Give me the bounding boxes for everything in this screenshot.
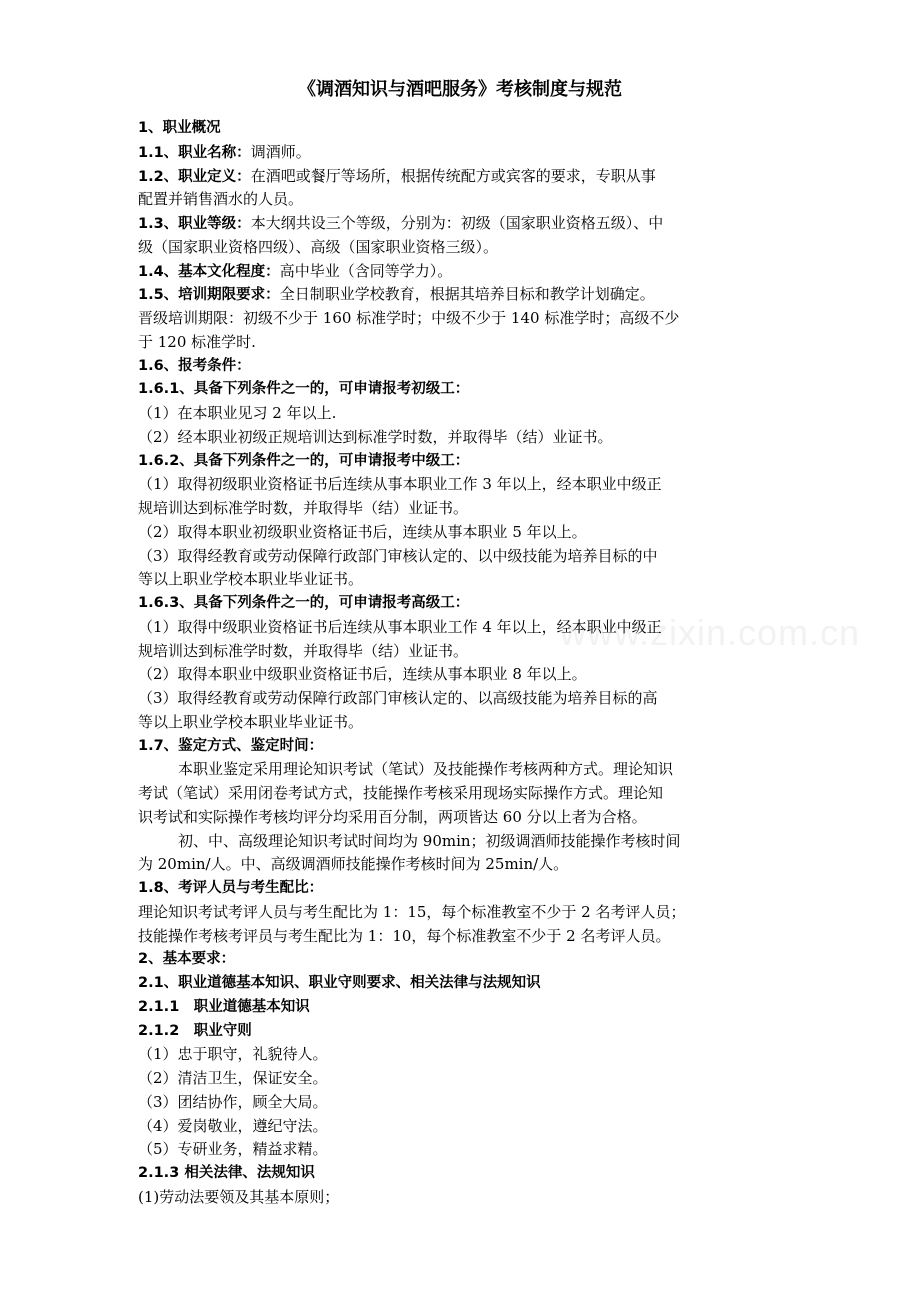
paragraph-line — [138, 188, 786, 212]
paragraph-line — [138, 925, 786, 949]
line-text: 在酒吧或餐厅等场所，根据传统配方或宾客的要求，专职从事 — [250, 166, 656, 185]
line-text: 2.1.1 职业道德基本知识 — [138, 998, 310, 1015]
line-text: 等以上职业学校本职业毕业证书。 — [138, 570, 364, 589]
field-label: 1.1、职业名称： — [138, 144, 251, 161]
line-text: 技能操作考核考评员与考生配比为 1：10，每个标准教室不少于 2 名考评人员。 — [138, 926, 671, 945]
paragraph-line — [138, 1067, 786, 1091]
line-text: （5）专研业务，精益求精。 — [138, 1140, 328, 1159]
section-heading — [138, 378, 786, 402]
line-text: 2.1.2 职业守则 — [138, 1022, 252, 1039]
line-text: （2）取得本职业初级职业资格证书后，连续从事本职业 5 年以上。 — [138, 522, 587, 541]
paragraph-line — [138, 521, 786, 545]
line-text: 本职业鉴定采用理论知识考试（笔试）及技能操作考核两种方式。理论知识 — [178, 760, 674, 779]
line-text: （1）在本职业见习 2 年以上. — [138, 404, 337, 422]
line-text: 识考试和实际操作考核均评分均采用百分制，两项皆达 60 分以上者为合格。 — [138, 807, 647, 826]
paragraph-line — [138, 165, 786, 189]
section-heading — [138, 948, 786, 972]
line-text: 2.1、职业道德基本知识、职业守则要求、相关法律与法规知识 — [138, 975, 541, 991]
paragraph-line — [138, 307, 786, 331]
section-heading — [138, 592, 786, 616]
paragraph-line — [138, 1138, 786, 1162]
paragraph-line — [138, 426, 786, 450]
paragraph-line — [138, 1043, 786, 1067]
line-text: 1.6.2、具备下列条件之一的，可申请报考中级工： — [138, 452, 470, 469]
section-heading — [138, 972, 786, 996]
line-text: 1、职业概况 — [138, 120, 221, 136]
line-text: 晋级培训期限：初级不少于 160 标准学时；中级不少于 140 标准学时；高级不少 — [138, 309, 680, 327]
field-label: 1.4、基本文化程度： — [138, 263, 280, 280]
line-text: （2）取得本职业中级职业资格证书后，连续从事本职业 8 年以上。 — [138, 665, 587, 684]
paragraph-line — [138, 331, 786, 355]
line-text: 级（国家职业资格四级）、高级（国家职业资格三级）。 — [138, 237, 499, 256]
paragraph-line — [138, 283, 786, 307]
paragraph-line — [138, 830, 786, 854]
document-title: 《调酒知识与酒吧服务》考核制度与规范 — [298, 79, 622, 100]
line-text: 1.6、报考条件： — [138, 357, 251, 374]
paragraph-line — [138, 260, 786, 284]
paragraph-line — [138, 687, 786, 711]
line-text: 1.6.1、具备下列条件之一的，可申请报考初级工： — [138, 381, 470, 398]
paragraph-line — [138, 545, 786, 569]
line-text: （1）取得初级职业资格证书后连续从事本职业工作 3 年以上，经本职业中级正 — [138, 475, 662, 494]
line-text: 等以上职业学校本职业毕业证书。 — [138, 712, 364, 731]
paragraph-line — [138, 806, 786, 830]
section-heading — [138, 355, 786, 379]
line-text: （3）取得经教育或劳动保障行政部门审核认定的、以高级技能为培养目标的高 — [138, 689, 658, 707]
watermark: www.zixin.com.cn — [560, 612, 861, 653]
line-text: 1.6.3、具备下列条件之一的，可申请报考高级工： — [138, 595, 470, 611]
paragraph-line — [138, 853, 786, 877]
paragraph-line — [138, 473, 786, 497]
paragraph-line — [138, 497, 786, 521]
field-label: 1.5、培训期限要求： — [138, 287, 280, 304]
line-text: 配置并销售酒水的人员。 — [138, 190, 304, 209]
line-text: 全日制职业学校教育，根据其培养目标和教学计划确定。 — [279, 285, 655, 304]
line-text: 调酒师。 — [250, 142, 311, 161]
paragraph-line — [138, 568, 786, 592]
line-text: （4）爱岗敬业，遵纪守法。 — [138, 1116, 328, 1135]
line-text: （1）取得中级职业资格证书后连续从事本职业工作 4 年以上，经本职业中级正 — [138, 617, 662, 636]
line-text: 规培训达到标准学时数，并取得毕（结）业证书。 — [138, 499, 469, 517]
line-text: (1)劳动法要领及其基本原则； — [138, 1187, 340, 1206]
section-heading — [138, 1020, 786, 1044]
line-text: （3）团结协作，顾全大局。 — [138, 1092, 328, 1111]
paragraph-line — [138, 402, 786, 426]
paragraph-line — [138, 711, 786, 735]
section-heading — [138, 117, 786, 141]
line-text: 初、中、高级理论知识考试时间均为 90min；初级调酒师技能操作考核时间 — [178, 831, 681, 850]
paragraph-line — [138, 758, 786, 782]
paragraph-line — [138, 640, 786, 664]
section-heading — [138, 877, 786, 901]
paragraph-line — [138, 616, 786, 640]
paragraph-line — [138, 1186, 786, 1210]
line-text: （3）取得经教育或劳动保障行政部门审核认定的、以中级技能为培养目标的中 — [138, 546, 658, 565]
document-body — [138, 117, 786, 1210]
line-text: 理论知识考试考评人员与考生配比为 1：15，每个标准教室不少于 2 名考评人员； — [138, 902, 686, 921]
line-text: 考试（笔试）采用闭卷考试方式，技能操作考核采用现场实际操作方式。理论知 — [138, 784, 664, 802]
section-heading — [138, 450, 786, 474]
paragraph-line — [138, 901, 786, 925]
section-heading — [138, 735, 786, 759]
line-text: 1.7、鉴定方式、鉴定时间： — [138, 737, 324, 754]
line-text: （2）清洁卫生，保证安全。 — [138, 1069, 328, 1087]
paragraph-line — [138, 1091, 786, 1115]
paragraph-line — [138, 1115, 786, 1139]
paragraph-line — [138, 663, 786, 687]
field-label: 1.2、职业定义： — [138, 168, 251, 185]
line-text: 于 120 标准学时. — [138, 332, 256, 351]
paragraph-line — [138, 782, 786, 806]
line-text: 高中毕业（含同等学力）。 — [279, 261, 453, 280]
line-text: （2）经本职业初级正规培训达到标准学时数，并取得毕（结）业证书。 — [138, 427, 613, 446]
section-heading — [138, 996, 786, 1020]
line-text: 1.8、考评人员与考生配比： — [138, 880, 324, 896]
line-text: （1）忠于职守，礼貌待人。 — [138, 1045, 328, 1064]
paragraph-line — [138, 236, 786, 260]
line-text: 为 20min/人。中、高级调酒师技能操作考核时间为 25min/人。 — [138, 855, 569, 874]
paragraph-line — [138, 141, 786, 165]
field-label: 1.3、职业等级： — [138, 216, 251, 232]
line-text: 2.1.3 相关法律、法规知识 — [138, 1165, 315, 1181]
paragraph-line — [138, 212, 786, 236]
line-text: 规培训达到标准学时数，并取得毕（结）业证书。 — [138, 641, 469, 660]
section-heading — [138, 1162, 786, 1186]
line-text: 2、基本要求： — [138, 951, 236, 968]
line-text: 本大纲共设三个等级，分别为：初级（国家职业资格五级）、中 — [250, 214, 664, 232]
